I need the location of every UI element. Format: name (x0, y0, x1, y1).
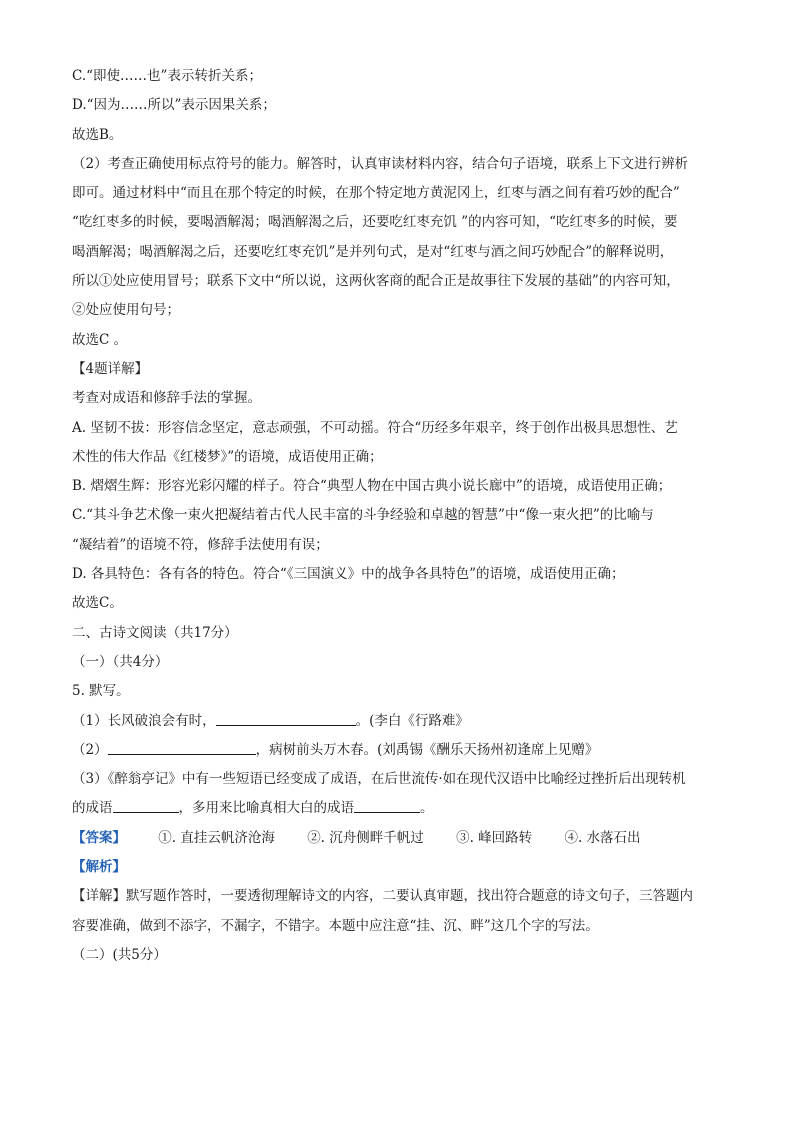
subsection-heading: （一）（共4分） (72, 653, 169, 670)
text-line: ②处应使用句号； (72, 302, 180, 319)
text-line: 故选C。 (72, 595, 123, 612)
text-line: （2）考查正确使用标点符号的能力。解答时，认真审读材料内容，结合句子语境，联系上下文进行辨析 (72, 155, 689, 172)
question-2-prefix: （2） (72, 741, 108, 758)
text-line: A. 坚韧不拔：形容信念坚定，意志顽强，不可动摇。符合“历经多年艰辛，终于创作出极具思想性、艺 (72, 419, 678, 436)
section-heading: 二、古诗文阅读（共17分） (72, 624, 238, 641)
answer-blank (108, 740, 256, 755)
question-3 (72, 794, 722, 823)
answer-tag: 【答案】 (72, 829, 126, 846)
text-line: 故选C 。 (72, 331, 128, 348)
text-line: C.“其斗争艺术像一束火把凝结着古代人民丰富的斗争经验和卓越的智慧”中“像一束火把”的比喻与 (72, 507, 654, 524)
answer-blank (354, 798, 420, 813)
text-line: “吃红枣多的时候，要喝酒解渴；喝酒解渴之后，还要吃红枣充饥 ”的内容可知，“吃红枣多的时候，要 (72, 214, 678, 231)
answer-line (72, 824, 722, 853)
answer-item: ①. 直挂云帆济沧海 (158, 829, 275, 846)
question-3-line: （3）《醉翁亭记》中有一些短语已经变成了成语，在后世流传·如在现代汉语中比喻经过挫折后出现转机 (72, 771, 686, 788)
text-line: 故选B。 (72, 126, 123, 143)
question-1-suffix: 。(李白《行路难》 (355, 712, 469, 729)
text-line: D. 各具特色：各有各的特色。符合“《三国演义》中的战争各具特色”的语境，成语使用正确； (72, 566, 625, 583)
text-line: 【详解】默写题作答时，一要透彻理解诗文的内容，二要认真审题，找出符合题意的诗文句子，三答题内 (72, 888, 693, 905)
text-line: 容要准确，做到不添字，不漏字，不错字。本题中应注意“挂、沉、畔”这几个字的写法。 (72, 917, 599, 934)
question-title: 5. 默写。 (72, 683, 130, 700)
answer-blank (216, 711, 356, 726)
section-heading: 【4题详解】 (72, 360, 149, 377)
question-3-middle: ，多用来比喻真相大白的成语 (178, 800, 354, 817)
text-line: “凝结着”的语境不符，修辞手法使用有误； (72, 536, 329, 553)
text-line: 喝酒解渴；喝酒解渴之后，还要吃红枣充饥”是并列句式，是对“红枣与酒之间巧妙配合”的解释说明， (72, 243, 674, 260)
text-line: 所以①处应使用冒号；联系下文中“所以说，这两伙客商的配合正是故事往下发展的基础”的内容可知， (72, 273, 680, 290)
text-line: D.“因为……所以”表示因果关系； (72, 97, 276, 114)
text-line: 术性的伟大作品《红楼梦》”的语境，成语使用正确； (72, 448, 383, 465)
text-line: 考查对成语和修辞手法的掌握。 (72, 390, 261, 407)
document-page (72, 62, 722, 970)
question-1-prefix: （1）长风破浪会有时， (72, 712, 216, 729)
analysis-line (72, 853, 722, 882)
text-line: 即可。通过材料中“而且在那个特定的时候，在那个特定地方黄泥冈上，红枣与酒之间有着巧妙的配合” (72, 185, 680, 202)
subsection-heading: （二）(共5分） (72, 946, 167, 963)
answer-item: ③. 峰回路转 (456, 829, 533, 846)
answer-item: ②. 沉舟侧畔千帆过 (307, 829, 424, 846)
question-2 (72, 736, 722, 765)
answer-blank (113, 798, 179, 813)
question-2-suffix: ，病树前头万木春。(刘禹锡《酬乐天扬州初逢席上见赠》 (255, 741, 599, 758)
text-line: C.“即使……也”表示转折关系； (72, 68, 262, 84)
question-1 (72, 707, 722, 736)
answer-item: ④. 水落石出 (564, 829, 641, 846)
analysis-tag: 【解析】 (72, 859, 126, 876)
question-3-prefix: 的成语 (72, 800, 113, 817)
text-line: B. 熠熠生辉：形容光彩闪耀的样子。符合“典型人物在中国古典小说长廊中”的语境，成语使用正确； (72, 478, 672, 495)
question-3-suffix: 。 (420, 800, 434, 817)
